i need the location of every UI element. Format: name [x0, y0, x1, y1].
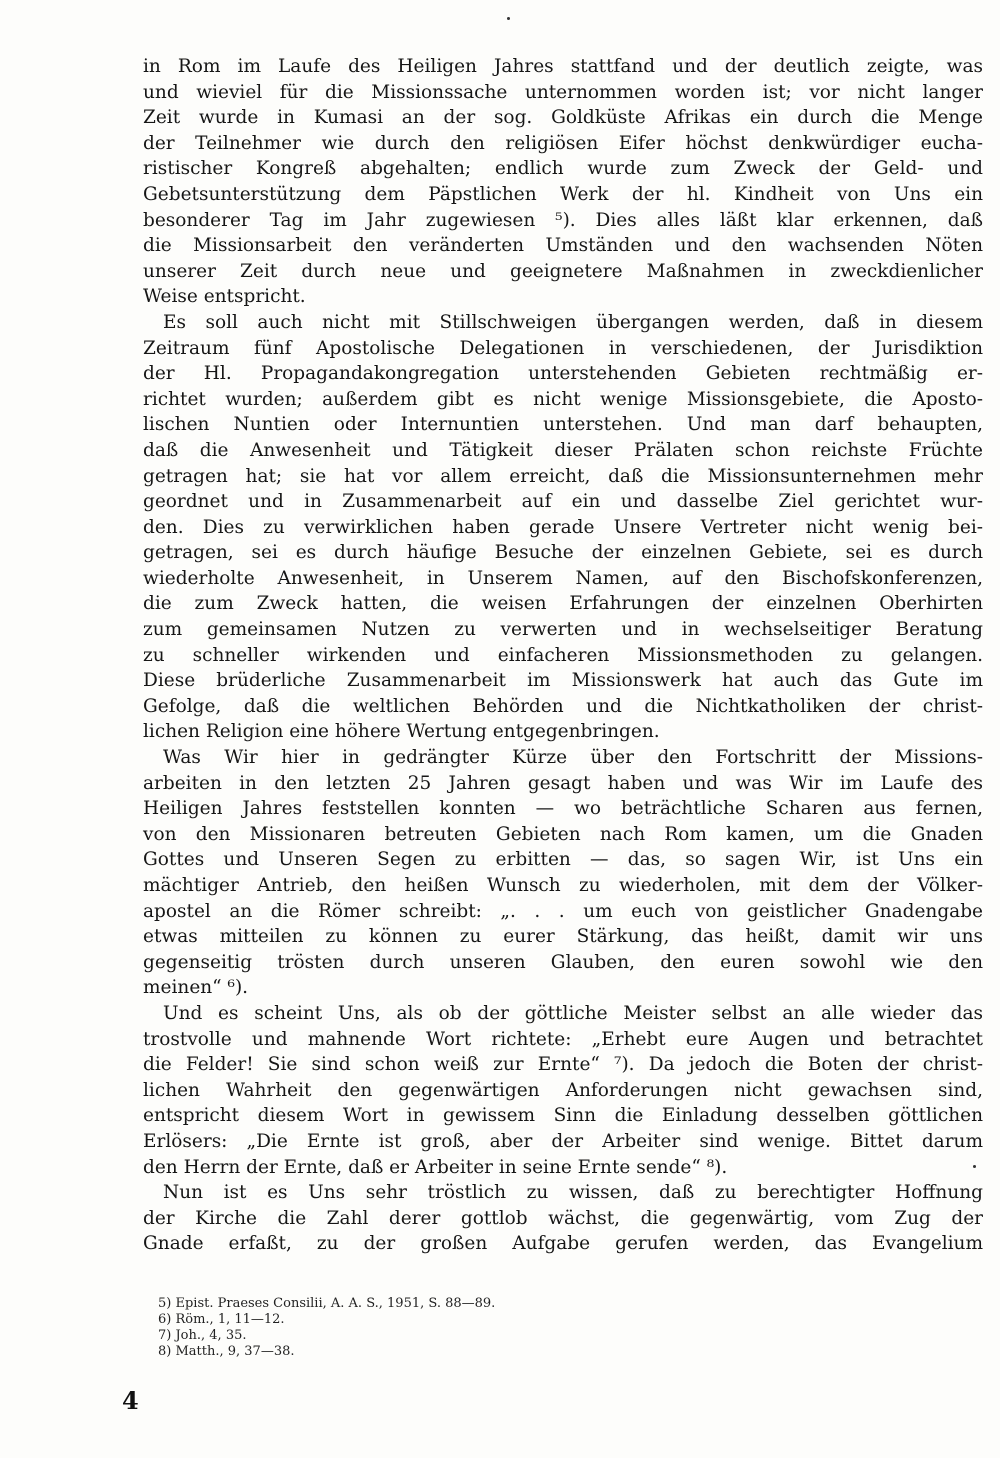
text-line: der Teilnehmer wie durch den religiösen Eifer höchst denkwürdiger eucha-: [143, 132, 983, 154]
text-line: daß die Anwesenheit und Tätigkeit dieser Prälaten schon reichste Früchte: [143, 439, 983, 461]
text-line: Gnade erfaßt, zu der großen Aufgabe gerufen werden, das Evangelium: [143, 1233, 983, 1255]
text-line: Es soll auch nicht mit Stillschweigen übergangen werden, daß in diesem: [163, 311, 983, 333]
paragraph: [143, 54, 983, 310]
text-line: richtet wurden; außerdem gibt es nicht wenige Missionsgebiete, die Aposto-: [143, 388, 983, 410]
text-line: Nun ist es Uns sehr tröstlich zu wissen, daß zu berechtigter Hoffnung: [163, 1182, 983, 1204]
footnote: 5) Epist. Praeses Consilii, A. A. S., 1951, S. 88—89.: [158, 1296, 496, 1311]
text-line: Erlösers: „Die Ernte ist groß, aber der Arbeiter sind wenige. Bittet darum: [143, 1130, 983, 1152]
text-line: geordnet und in Zusammenarbeit auf ein und dasselbe Ziel gerichtet wur-: [143, 491, 983, 513]
text-line: der Kirche die Zahl derer gottlob wächst, die gegenwärtig, vom Zug der: [143, 1207, 983, 1229]
text-line: in Rom im Laufe des Heiligen Jahres stattfand und der deutlich zeigte, was: [143, 56, 983, 77]
paragraph: [143, 1001, 983, 1180]
paragraph: [143, 745, 983, 1001]
footnote: 6) Röm., 1, 11—12.: [158, 1312, 285, 1327]
text-line: trostvolle und mahnende Wort richtete: „Erhebt eure Augen und betrachtet: [143, 1028, 983, 1050]
text-line: der Hl. Propagandakongregation unterstehenden Gebieten rechtmäßig er-: [143, 363, 983, 385]
text-line: Was Wir hier in gedrängter Kürze über den Fortschritt der Missions-: [163, 747, 983, 769]
paragraph: [143, 310, 983, 745]
text-line: den Herrn der Ernte, daß er Arbeiter in seine Ernte sende“ ⁸).: [143, 1156, 728, 1178]
text-line: lichen Religion eine höhere Wertung entgegenbringen.: [143, 721, 660, 743]
text-line: Weise entspricht.: [143, 286, 306, 308]
text-line: zum gemeinsamen Nutzen zu verwerten und in wechselseitiger Beratung: [143, 619, 983, 641]
text-line: Und es scheint Uns, als ob der göttliche Meister selbst an alle wieder das: [163, 1002, 983, 1024]
footnotes: [158, 1296, 658, 1360]
paragraph: [143, 1180, 983, 1257]
text-line: den. Dies zu verwirklichen haben gerade Unsere Vertreter nicht wenig bei-: [143, 516, 983, 538]
text-line: Zeitraum fünf Apostolische Delegationen in verschiedenen, der Jurisdiktion: [143, 337, 983, 359]
text-line: arbeiten in den letzten 25 Jahren gesagt haben und was Wir im Laufe des: [143, 772, 983, 794]
speck-mark: [507, 17, 510, 20]
text-line: lichen Wahrheit den gegenwärtigen Anforderungen nicht gewachsen sind,: [143, 1079, 983, 1101]
text-line: die Missionsarbeit den veränderten Umständen und den wachsenden Nöten: [143, 235, 983, 257]
text-line: und wieviel für die Missionssache unternommen worden ist; vor nicht langer: [143, 81, 983, 103]
footnote: 8) Matth., 9, 37—38.: [158, 1344, 295, 1359]
text-line: meinen“ ⁶).: [143, 977, 249, 999]
text-line: entspricht diesem Wort in gewissem Sinn die Einladung desselben göttlichen: [143, 1105, 983, 1127]
text-line: wiederholte Anwesenheit, in Unserem Namen, auf den Bischofskonferenzen,: [143, 567, 983, 589]
text-line: Gebetsunterstützung dem Päpstlichen Werk der hl. Kindheit von Uns ein: [143, 183, 983, 205]
text-line: Gottes und Unseren Segen zu erbitten — das, so sagen Wir, ist Uns ein: [143, 849, 983, 871]
page-number: 4: [122, 1386, 139, 1415]
text-line: die Felder! Sie sind schon weiß zur Ernte“ ⁷). Da jedoch die Boten der christ-: [143, 1054, 983, 1076]
text-line: unserer Zeit durch neue und geeignetere Maßnahmen in zweckdienlicher: [143, 260, 983, 282]
text-line: Zeit wurde in Kumasi an der sog. Goldküste Afrikas ein durch die Menge: [143, 107, 983, 129]
text-line: getragen, sei es durch häufige Besuche der einzelnen Gebiete, sei es durch: [143, 542, 983, 564]
text-line: getragen hat; sie hat vor allem erreicht, daß die Missionsunternehmen mehr: [143, 465, 983, 487]
body-text: [143, 54, 983, 1257]
text-line: die zum Zweck hatten, die weisen Erfahrungen der einzelnen Oberhirten: [143, 593, 983, 615]
text-line: lischen Nuntien oder Internuntien unterstehen. Und man darf behaupten,: [143, 414, 983, 436]
text-line: von den Missionaren betreuten Gebieten nach Rom kamen, um die Gnaden: [143, 823, 983, 845]
text-line: Heiligen Jahres feststellen konnten — wo beträchtliche Scharen aus fernen,: [143, 798, 983, 820]
text-line: Diese brüderliche Zusammenarbeit im Missionswerk hat auch das Gute im: [143, 670, 983, 692]
text-line: mächtiger Antrieb, den heißen Wunsch zu wiederholen, mit dem der Völker-: [143, 875, 983, 896]
text-line: zu schneller wirkenden und einfacheren Missionsmethoden zu gelangen.: [143, 644, 983, 666]
text-line: besonderer Tag im Jahr zugewiesen ⁵). Dies alles läßt klar erkennen, daß: [143, 209, 983, 231]
text-line: Gefolge, daß die weltlichen Behörden und die Nichtkatholiken der christ-: [143, 695, 983, 717]
text-line: apostel an die Römer schreibt: „. . . um euch von geistlicher Gnadengabe: [143, 900, 983, 922]
footnote: 7) Joh., 4, 35.: [158, 1328, 247, 1343]
text-line: etwas mitteilen zu können zu eurer Stärkung, das heißt, damit wir uns: [143, 926, 983, 948]
text-line: ristischer Kongreß abgehalten; endlich wurde zum Zweck der Geld- und: [143, 158, 983, 180]
text-line: gegenseitig trösten durch unseren Glauben, den euren sowohl wie den: [143, 951, 983, 973]
